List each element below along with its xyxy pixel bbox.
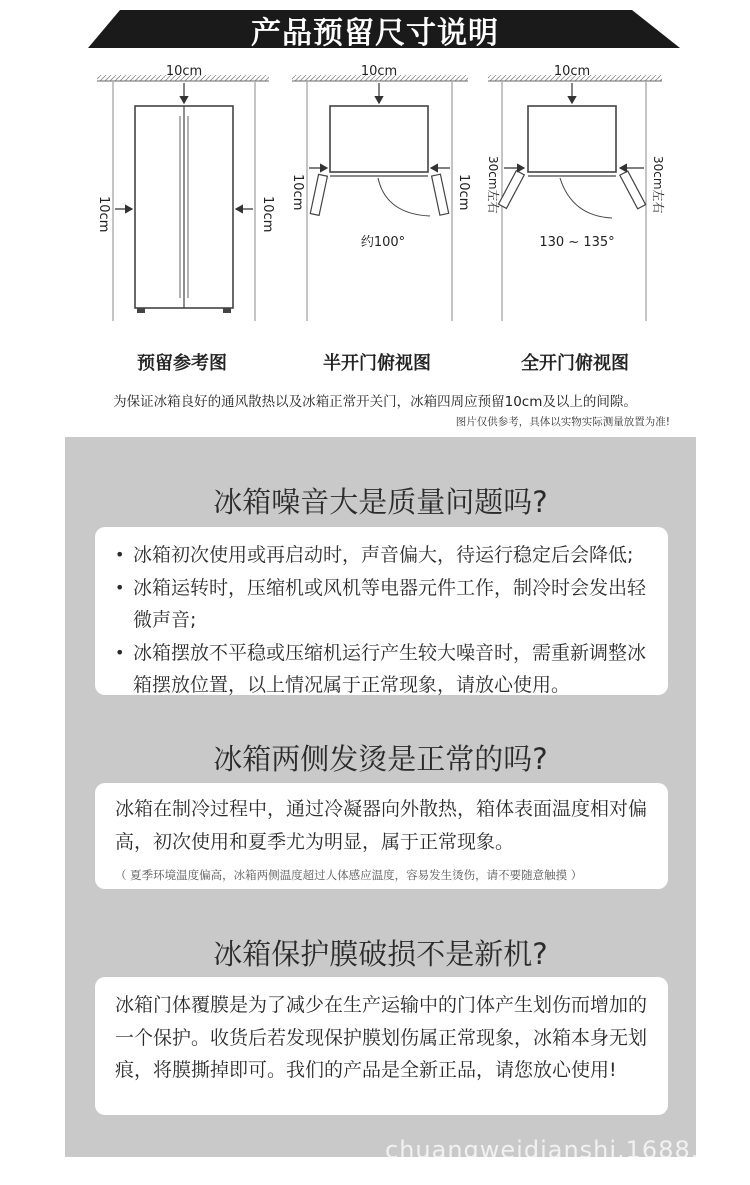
answer-text: 冰箱门体覆膜是为了减少在生产运输中的门体产生划伤而增加的一个保护。收货后若发现保护膜划伤属正常现象，冰箱本身无划痕，将膜撕掉即可。我们的产品是全新正品，请您放心使用! bbox=[115, 994, 648, 1081]
gap-label-top-2: 10cm bbox=[360, 64, 398, 79]
gap-label-top-1: 10cm bbox=[165, 64, 203, 79]
bullet-dot-icon: • bbox=[115, 577, 125, 597]
caption-reference: 预留参考图 bbox=[137, 353, 227, 374]
answer-text: 冰箱在制冷过程中，通过冷凝器向外散热，箱体表面温度相对偏高，初次使用和夏季尤为明显，属于正常现象。 bbox=[115, 798, 648, 853]
gap-label-right-2: 10cm bbox=[456, 174, 471, 211]
list-item bbox=[115, 539, 648, 572]
gap-label-left-1: 10cm bbox=[96, 196, 111, 233]
diagram-full-open bbox=[486, 64, 665, 321]
diagram-reference bbox=[96, 64, 275, 321]
angle-label-full: 130 ~ 135° bbox=[539, 235, 615, 250]
disclaimer-note: 图片仅供参考，具体以实物实际测量放置为准! bbox=[455, 416, 670, 428]
clearance-note: 为保证冰箱良好的通风散热以及冰箱正常开关门，冰箱四周应预留10cm及以上的间隙。 bbox=[113, 394, 637, 410]
gap-label-left-2: 10cm bbox=[290, 174, 305, 211]
bullet-text: 冰箱摆放不平稳或压缩机运行产生较大噪音时，需重新调整冰箱摆放位置，以上情况属于正常现象，请放心使用。 bbox=[133, 641, 647, 696]
bullet-dot-icon: • bbox=[115, 545, 125, 564]
faq-question-noise: 冰箱噪音大是质量问题吗? bbox=[213, 485, 548, 519]
angle-label-half: 约100° bbox=[360, 235, 406, 250]
side-label-left-3: 30cm左右 bbox=[486, 156, 500, 214]
faq-answer-card-noise bbox=[95, 527, 668, 695]
banner-title: 产品预留尺寸说明 bbox=[251, 16, 499, 51]
watermark: chuangweidianshi.1688.co bbox=[385, 1136, 730, 1164]
caption-full-open: 全开门俯视图 bbox=[521, 353, 629, 374]
list-item bbox=[115, 637, 648, 702]
faq-answer-card-protective-film bbox=[95, 977, 668, 1115]
diagram-half-open bbox=[290, 64, 471, 321]
side-label-right-3: 30cm左右 bbox=[651, 156, 665, 214]
bullet-text: 冰箱初次使用或再启动时，声音偏大，待运行稳定后会降低; bbox=[133, 544, 634, 566]
gap-label-top-3: 10cm bbox=[553, 64, 591, 79]
header-banner bbox=[0, 0, 750, 60]
clearance-diagram bbox=[0, 56, 750, 386]
list-item bbox=[115, 572, 648, 637]
bullet-dot-icon: • bbox=[115, 642, 125, 662]
caption-half-open: 半开门俯视图 bbox=[323, 353, 431, 374]
bullet-text: 冰箱运转时，压缩机或风机等电器元件工作，制冷时会发出轻微声音; bbox=[133, 576, 647, 631]
faq-question-protective-film: 冰箱保护膜破损不是新机? bbox=[213, 937, 548, 971]
gap-label-right-1: 10cm bbox=[260, 196, 275, 233]
faq-answer-card-hot-sides bbox=[95, 783, 668, 889]
diagram-svg bbox=[0, 56, 750, 386]
faq-question-hot-sides: 冰箱两侧发烫是正常的吗? bbox=[213, 742, 548, 776]
answer-note: （ 夏季环境温度偏高，冰箱两侧温度超过人体感应温度，容易发生烫伤，请不要随意触摸 ） bbox=[115, 868, 583, 882]
